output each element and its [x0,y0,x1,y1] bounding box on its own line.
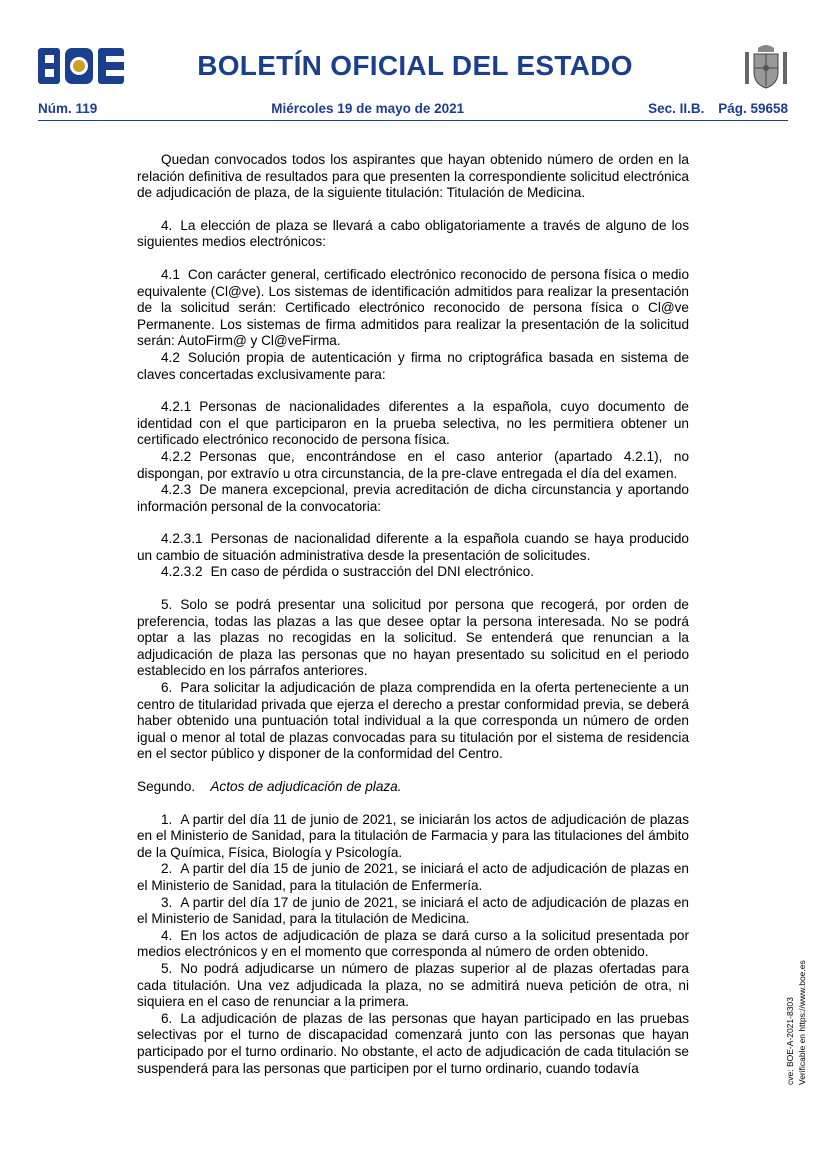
paragraph: Quedan convocados todos los aspirantes que hayan obtenido número de orden en la relación definitiva de resultados para que presenten la correspondiente solicitud electrónica de adjudicación de plaza, de la siguiente titulación: Titulación de Medicina. [137,152,689,201]
paragraph-number: 5. [161,597,173,613]
paragraph-number: 4.2.3.2 [161,564,203,580]
paragraph-number: 6. [161,680,173,696]
section-page [638,101,788,116]
paragraph: 4. La elección de plaza se llevará a cabo obligatoriamente a través de alguno de los siguientes medios electrónicos: [137,217,689,250]
paragraph-number: 5. [161,960,173,976]
paragraph: 4.2.2 Personas que, encontrándose en el caso anterior (apartado 4.2.1), no dispongan, por extravío u otra circunstancia, de la pre-clave entregada el día del examen. [137,448,689,481]
side-verification [784,940,814,1085]
paragraph-number: 6. [161,1010,173,1026]
cve-code: cve: BOE-A-2021-8303 [785,997,795,1085]
paragraph: 1. A partir del día 11 de junio de 2021, se iniciarán los actos de adjudicación de plazas en el Ministerio de Sanidad, para la titulación de Farmacia y para las titulaciones del ámbito de la Química, Física, Biología y Psicología. [137,811,689,860]
header-meta [38,101,788,116]
paragraph: 6. La adjudicación de plazas de las personas que hayan participado en las pruebas selectivas por el turno de discapacidad comenzará junto con las personas que hayan participado por el turno ordinario. No obstante, el acto de adjudicación de cada titulación se suspenderá para las personas que participen por el turno ordinario, cuando todavía [137,1010,689,1076]
paragraph-number: 4.2.3.1 [161,531,203,547]
paragraph: 4.2.3.1 Personas de nacionalidad diferente a la española cuando se haya producido un cambio de situación administrativa desde la presentación de solicitudes. [137,531,689,563]
paragraph-number: 1. [161,811,173,827]
paragraph: 4.2.3 De manera excepcional, previa acreditación de dicha circunstancia y aportando información personal de la convocatoria: [137,482,689,514]
paragraph: 4.2.3.2 En caso de pérdida o sustracción del DNI electrónico. [161,564,534,580]
page-title: BOLETÍN OFICIAL DEL ESTADO [197,50,633,81]
header-rule [38,120,788,121]
paragraph-number: 4.1 [161,266,180,282]
paragraph-number: 3. [161,894,173,910]
paragraph-number: 4.2.2 [161,448,192,464]
paragraph: 5. Solo se podrá presentar una solicitud por persona que recogerá, por orden de preferencia, todas las plazas a las que desee optar la persona interesada. No se podrá optar a las plazas no recogidas en la solicitud. Se entenderá que renuncian a la adjudicación de plaza las personas que no hayan presentado su solicitud en el periodo establecido en los párrafos anteriores. [137,597,689,679]
paragraph: 5. No podrá adjudicarse un número de plazas superior al de plazas ofertadas para cada titulación. Una vez adjudicada la plaza, no se admitirá nueva petición de otra, ni siquiera en el caso de renunciar a la primera. [137,960,689,1010]
paragraph-number: 2. [161,861,173,877]
paragraph: 2. A partir del día 15 de junio de 2021, se iniciará el acto de adjudicación de plazas en el Ministerio de Sanidad, para la titulación de Enfermería. [137,861,689,893]
paragraph: 3. A partir del día 17 de junio de 2021, se iniciará el acto de adjudicación de plazas en el Ministerio de Sanidad, para la titulación de Medicina. [137,894,689,927]
paragraph-number: 4.2.3 [161,482,192,498]
paragraph-number: 4. [161,927,173,943]
paragraph-number: 4. [161,217,173,233]
page-number: Pág. 59658 [718,101,788,116]
paragraph: 4.1 Con carácter general, certificado electrónico reconocido de persona física o medio equivalente (Cl@ve). Los sistemas de identificación admitidos para realizar la presentación de la solicitud serán: Certificado electrónico reconocido de persona física o Cl@ve Permanente. Los sistemas de firma admitidos para realizar la presentación de la solicitud serán: AutoFirm@ y Cl@veFirma. [137,266,689,349]
paragraph: 6. Para solicitar la adjudicación de plaza comprendida en la oferta perteneciente a un centro de titularidad privada que ejerza el derecho a prestar conformidad previa, se deberá haber obtenido una puntuación total individual a la que corresponda un número de orden igual o menor al total de plazas convocadas para su titulación por el sistema de residencia en el sector público y disponer de la conformidad del Centro. [137,680,689,762]
paragraph: 4.2 Solución propia de autenticación y firma no criptográfica basada en sistema de claves concertadas exclusivamente para: [137,349,689,382]
section-heading: Segundo. Actos de adjudicación de plaza. [137,779,402,794]
section-label: Sec. II.B. [648,101,705,116]
coat-of-arms-icon [742,42,790,90]
paragraph-number: 4.2 [161,349,180,365]
issue-date: Miércoles 19 de mayo de 2021 [271,101,465,116]
paragraph-number: 4.2.1 [161,399,192,415]
document-body [137,152,689,1077]
boe-logo [38,48,124,84]
issue-number: Núm. 119 [38,101,98,116]
verification-link[interactable]: Verificable en https://www.boe.es [797,960,807,1085]
paragraph: 4. En los actos de adjudicación de plaza se dará curso a la solicitud presentada por medios electrónicos y en el momento que corresponda al número de orden obtenido. [137,927,689,960]
paragraph: 4.2.1 Personas de nacionalidades diferentes a la española, cuyo documento de identidad con el que participaron en la prueba selectiva, no les permitiera obtener un certificado electrónico reconocido de persona física. [137,399,689,448]
